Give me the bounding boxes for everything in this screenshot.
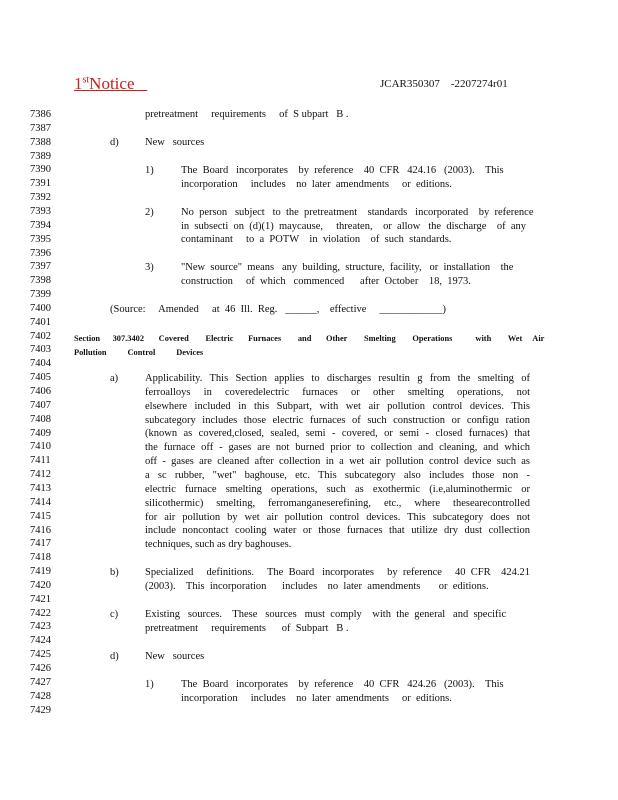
paragraph-line: elsewhere included in this Subpart, with wet air pollution control devices. This [145,400,530,412]
body-line: Specialized definitions. The Board incorporates by reference 40 CFR 424.21 [145,567,531,578]
body-line: (2003). This incorporation includes no later amendments or editions. [145,581,489,592]
body-line: construction of which commenced after October 18, 1973. [181,276,471,287]
item-label: 3) [145,262,154,273]
body-line: "New source" means any building, structure, facility, or installation the [181,262,514,273]
section-heading-continued: Pollution Control Devices [74,348,204,357]
body-line: The Board incorporates by reference 40 CFR 424.16 (2003). This [181,165,504,176]
line-number: 7392 [30,192,51,204]
line-number: 7427 [30,676,51,688]
item-label: 2) [145,207,154,218]
line-number: 7389 [30,150,51,162]
notice-word: Notice [89,74,135,93]
body-line: incorporation includes no later amendments or editions. [181,179,452,190]
item-label: a) [110,373,119,384]
line-number: 7410 [30,441,51,453]
paragraph-line: (known as covered,closed, sealed, semi - covered, or semi - closed furnaces) that [145,428,530,440]
paragraph-line: techniques, such as dry baghouses. [145,539,292,551]
line-number: 7421 [30,593,51,605]
line-number: 7420 [30,579,51,591]
body-line: Existing sources. These sources must comply with the general and specific [145,609,507,620]
line-number: 7425 [30,649,51,661]
paragraph-line: electric furnace smelting operations, such as exothermic (i.e,aluminothermic or [145,483,530,495]
line-number: 7398 [30,275,51,287]
line-number: 7418 [30,552,51,564]
body-line: in subsecti on (d)(1) maycause, threaten, or allow the discharge of any [181,221,527,232]
section-heading: Section 307.3402 Covered Electric Furnaces and Other Smelting Operations with Wet Air [74,334,545,343]
notice-heading [74,74,147,94]
body-line: contaminant to a POTW in violation of such standards. [181,234,452,245]
line-number: 7386 [30,109,51,120]
notice-number: 1 [74,74,83,93]
paragraph-line: the furnace off - gases are not burned prior to collection and cleaning, and which [145,442,530,454]
line-number: 7395 [30,233,51,245]
line-number: 7412 [30,469,51,481]
paragraph-line: include noncontact cooling water or those furnaces that utilize dry dust collection [145,525,530,537]
line-number: 7391 [30,178,51,190]
body-line: incorporation includes no later amendments or editions. [181,693,452,704]
line-number: 7403 [30,344,51,356]
line-number: 7413 [30,482,51,494]
body-line: The Board incorporates by reference 40 CFR 424.26 (2003). This [181,679,504,690]
line-number: 7400 [30,302,51,314]
paragraph-line: Applicability. This Section applies to discharges resultin g from the smelting of [145,373,530,384]
body-line: No person subject to the pretreatment standards incorporated by reference [181,207,534,218]
line-number: 7409 [30,427,51,439]
line-number: 7390 [30,164,51,176]
line-number: 7415 [30,510,51,522]
line-number: 7429 [30,704,51,716]
line-number: 7405 [30,372,51,384]
paragraph-line: a sc rubber, "wet" baghouse, etc. This subcategory also includes those non - [145,469,530,481]
line-number: 7388 [30,136,51,148]
line-number: 7426 [30,663,51,674]
item-label: 1) [145,679,154,690]
subsection-heading: New sources [145,651,205,662]
paragraph-line: for air pollution by wet air pollution control devices. This subcategory does not [145,511,530,523]
item-label: c) [110,609,119,620]
line-number: 7393 [30,205,51,217]
line-number: 7396 [30,247,51,259]
paragraph-line: silicothermic) smelting, ferromanganeserefining, etc., where thesearecontrolled [145,497,530,509]
line-number: 7424 [30,635,51,647]
line-number: 7428 [30,690,51,702]
paragraph-line: subcategory includes those electric furnaces of such construction or configu ration [145,414,530,426]
document-id: JCAR350307 -2207274r01 [380,78,508,90]
line-number: 7419 [30,566,51,577]
line-number: 7397 [30,261,51,273]
line-number: 7406 [30,386,51,397]
item-label: d) [110,651,119,662]
item-label: b) [110,567,119,578]
line-number: 7407 [30,399,51,411]
body-line: pretreatment requirements of Subpart B . [145,623,349,634]
line-number: 7402 [30,330,51,342]
line-number: 7401 [30,316,51,328]
subsection-heading: New sources [145,137,205,148]
line-number: 7394 [30,219,51,231]
paragraph-line: off - gases are cleaned after collection in a wet air pollution control device such as [145,456,530,468]
paragraph-line: ferroalloys in coveredelectric furnaces or other smelting operations, not [145,386,530,398]
line-number: 7422 [30,607,51,619]
item-label: d) [110,137,119,148]
line-number: 7411 [30,455,51,467]
line-number: 7414 [30,496,51,508]
line-number: 7408 [30,413,51,425]
body-line: pretreatment requirements of S ubpart B . [145,109,349,120]
source-note: (Source: Amended at 46 Ill. Reg. ______, effective ____________) [110,304,447,315]
line-number: 7387 [30,122,51,134]
line-number: 7423 [30,621,51,633]
notice-superscript: st [82,74,90,86]
line-number: 7416 [30,524,51,536]
item-label: 1) [145,165,154,176]
line-number: 7404 [30,358,51,370]
line-number: 7399 [30,289,51,300]
line-number: 7417 [30,538,51,550]
